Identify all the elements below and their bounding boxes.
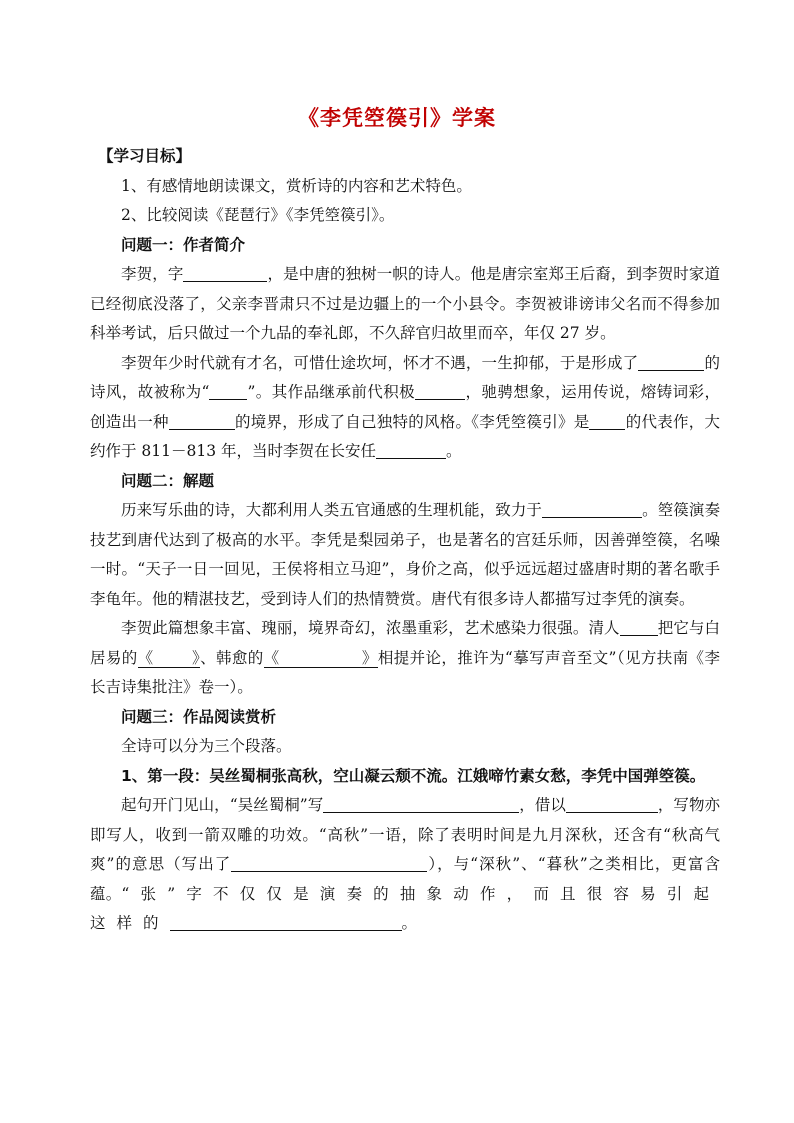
q3-section-1-heading: 1、第一段：吴丝蜀桐张高秋，空山凝云颓不流。江娥啼竹素女愁，李凭中国弹箜篌。	[121, 766, 706, 785]
q2-paragraph-1: 历来写乐曲的诗，大都利用人类五官通感的生理机能，致力于 。箜篌演奏技艺到唐代达到了极高的水平。李凭是梨园弟子，也是著名的宫廷乐师，因善弹箜篌，名噪一时。“天子一日一回见，王侯将相立马迎”，身价之高，似乎远远超过盛唐时期的著名歌手李龟年。他的精湛技艺，受到诗人们的热情赞赏。唐代有很多诗人都描写过李凭的演奏。	[90, 501, 720, 608]
goal-item: 1、有感情地朗读课文，赏析诗的内容和艺术特色。	[121, 176, 472, 195]
answer-blank[interactable]	[323, 794, 519, 813]
q1-paragraph-1: 李贺，字 ，是中唐的独树一帜的诗人。他是唐宗室郑王后裔，到李贺时家道已经彻底没落了，父亲李晋肃只不过是边疆上的一个小县令。李贺被诽谤讳父名而不得参加科举考试，后只做过一个九品的奉礼郎，不久辞官归故里而卒，年仅 27 岁。	[90, 265, 720, 342]
page-title: 《李凭箜篌引》学案	[298, 106, 496, 130]
answer-blank[interactable]	[169, 411, 235, 430]
answer-blank[interactable]	[542, 499, 642, 518]
answer-blank[interactable]	[566, 794, 658, 813]
q1-paragraph-2: 李贺年少时代就有才名，可惜仕途坎坷，怀才不遇，一生抑郁，于是形成了 的诗风，故被称为“ ”。其作品继承前代积极 ，驰骋想象，运用传说，熔铸词彩，创造出一种 的境界，形成了自己独特的风格。《李凭箜篌引》是 的代表作，大约作于 811－813 年，当时李贺在长安任 。	[90, 353, 720, 460]
document-body	[90, 142, 720, 939]
answer-blank[interactable]	[415, 381, 465, 400]
answer-blank[interactable]	[183, 263, 267, 282]
answer-blank[interactable]	[376, 440, 446, 459]
section-heading-q1: 问题一：作者简介	[121, 235, 246, 254]
q3-intro: 全诗可以分为三个段落。	[121, 737, 292, 755]
q2-paragraph-2: 李贺此篇想象丰富、瑰丽，境界奇幻，浓墨重彩，艺术感染力很强。清人 把它与白居易的《 》、韩愈的《 》相提并论，推许为“摹写声音至文”（见方扶南《李长吉诗集批注》卷一）。	[90, 619, 720, 696]
answer-blank[interactable]	[231, 853, 427, 872]
q3-paragraph-1: 起句开门见山，“吴丝蜀桐”写 ，借以 ，写物亦即写人，收到一箭双雕的功效。“高秋”一语，除了表明时间是九月深秋，还含有“秋高气爽”的意思（写出了 ），与“深秋”、“暮秋”之类相比，更富含蕴。“张”字不仅仅是演奏的抽象动作，而且很容易引起这样的 。	[90, 796, 720, 932]
title-blank[interactable]: 《 》	[263, 648, 378, 667]
section-heading-q2: 问题二：解题	[121, 471, 215, 490]
title-blank[interactable]: 《 》	[137, 648, 201, 667]
answer-blank[interactable]	[638, 352, 704, 371]
section-heading-q3: 问题三：作品阅读赏析	[121, 707, 277, 726]
goal-item: 2、比较阅读《琵琶行》《李凭箜篌引》。	[121, 206, 395, 224]
answer-blank[interactable]	[209, 381, 247, 400]
answer-blank[interactable]	[589, 411, 625, 430]
answer-blank[interactable]	[620, 617, 658, 636]
goals-heading: 【学习目标】	[98, 147, 192, 165]
answer-blank[interactable]	[170, 912, 402, 931]
